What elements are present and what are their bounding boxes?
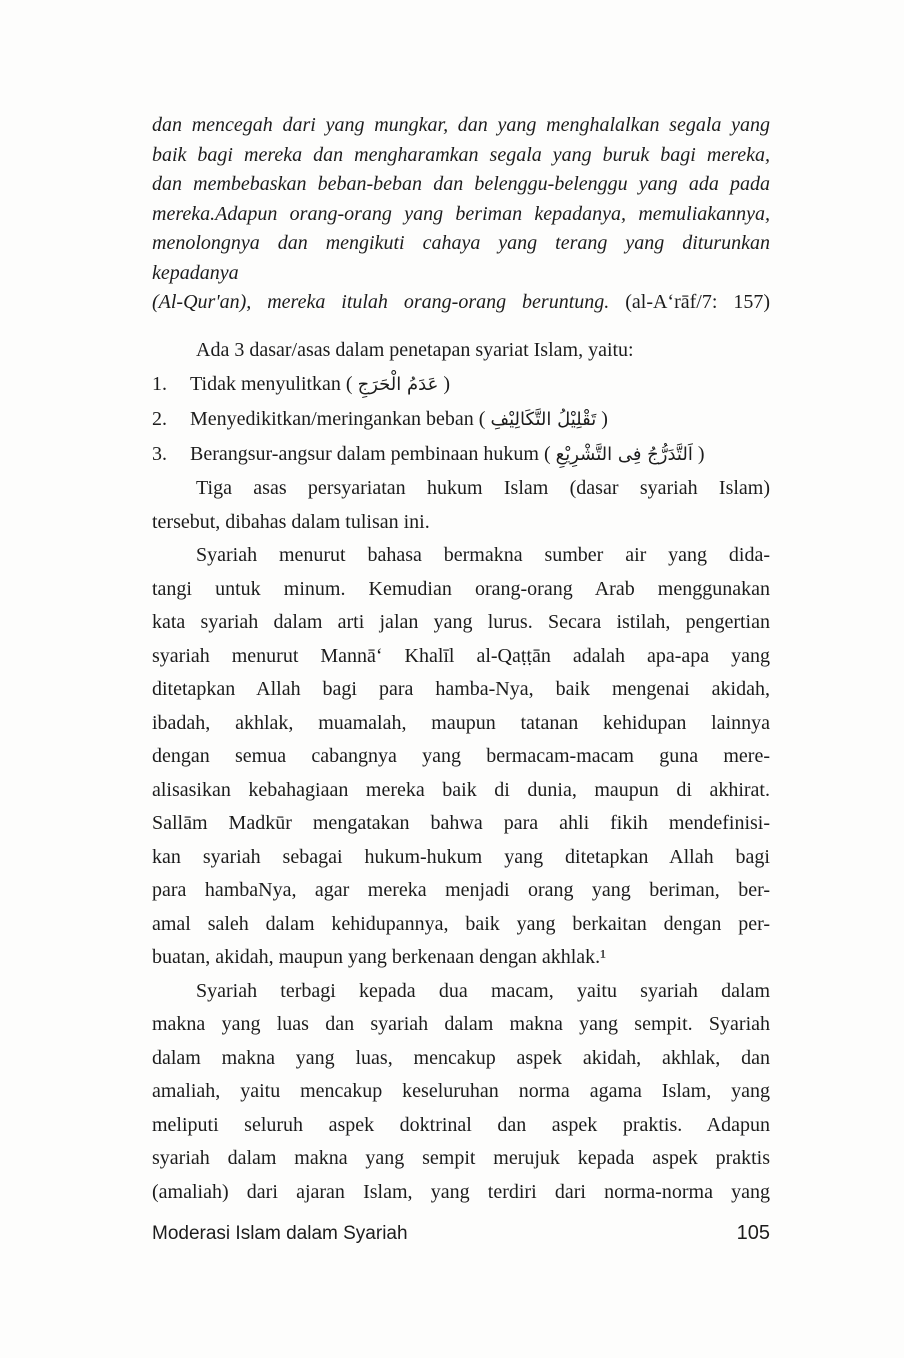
list-item-close-paren: ) (438, 373, 450, 395)
footer-book-title: Moderasi Islam dalam Syariah (152, 1223, 408, 1244)
quote-citation: (al-A‘rāf/7: 157) (625, 291, 771, 313)
arabic-phrase: اَلتَّدَرُّجُ فِى التَّشْرِيْعِ (555, 444, 693, 465)
text-line: kata syariah dalam arti jalan yang lurus. Secara istilah, pengertian (152, 611, 770, 633)
text-line: Ada 3 dasar/asas dalam penetapan syariat Islam, yaitu: (196, 338, 634, 361)
quote-line: baik bagi mereka dan mengharamkan segala yang buruk bagi mereka, (152, 143, 770, 166)
quote-last-italic: (Al-Qur'an), mereka itulah orang-orang beruntung. (152, 291, 610, 313)
list-item-close-paren: ) (692, 443, 705, 465)
text-line: para hambaNya, agar mereka menjadi orang yang beriman, ber- (152, 879, 770, 901)
quote-last-line (152, 288, 770, 318)
text-line: alisasikan kebahagiaan mereka baik di dunia, maupun di akhirat. (152, 778, 770, 801)
text-line: tersebut, dibahas dalam tulisan ini. (152, 510, 430, 533)
text-line: syariah dalam makna yang sempit merujuk kepada aspek praktis (152, 1147, 770, 1169)
text-line: Syariah terbagi kepada dua macam, yaitu syariah dalam (196, 979, 770, 1002)
list-item-text: Menyedikitkan/meringankan beban ( (190, 408, 491, 430)
list-item (152, 367, 770, 402)
footer-page-number: 105 (736, 1222, 770, 1244)
text-line: (amaliah) dari ajaran Islam, yang terdiri dari norma-norma yang (152, 1180, 770, 1203)
text-line: amal saleh dalam kehidupannya, baik yang berkaitan dengan per- (152, 912, 770, 935)
text-line: kan syariah sebagai hukum-hukum yang ditetapkan Allah bagi (152, 845, 770, 868)
list-item-close-paren: ) (596, 408, 608, 430)
list-item-number: 1. (152, 373, 167, 395)
list-item-text: Berangsur-angsur dalam pembinaan hukum ( (190, 443, 556, 465)
text-line: Syariah menurut bahasa bermakna sumber air yang dida- (196, 544, 770, 566)
quote-line: dan mencegah dari yang mungkar, dan yang menghalalkan segala yang (152, 114, 770, 136)
text-line: buatan, akidah, maupun yang berkenaan dengan akhlak.¹ (152, 946, 607, 968)
text-line: Tiga asas persyariatan hukum Islam (dasar syariah Islam) (196, 477, 770, 499)
page-footer (152, 1222, 770, 1245)
quote-line: dan membebaskan beban-beban dan belenggu-belenggu yang ada pada (152, 173, 770, 195)
text-line: tangi untuk minum. Kemudian orang-orang Arab menggunakan (152, 577, 770, 600)
text-line: ibadah, akhlak, muamalah, maupun tatanan kehidupan lainnya (152, 711, 770, 734)
page-content (152, 111, 770, 1209)
text-line: amaliah, yaitu mencakup keseluruhan norma agama Islam, yang (152, 1080, 770, 1102)
list-item (152, 437, 770, 472)
numbered-list (152, 367, 770, 472)
list-item-number: 3. (152, 443, 167, 465)
arabic-phrase: عَدَمُ الْحَرَجِ (357, 374, 439, 395)
list-item-text: Tidak menyulitkan ( (190, 373, 358, 395)
arabic-phrase: تَقْلِيْلُ التَّكَالِيْفِ (490, 409, 597, 430)
paragraph (152, 472, 770, 539)
text-line: ditetapkan Allah bagi para hamba-Nya, baik mengenai akidah, (152, 678, 770, 700)
paragraph (152, 975, 770, 1210)
text-line: Sallām Madkūr mengatakan bahwa para ahli fikih mendefinisi- (152, 812, 770, 834)
text-line: dengan semua cabangnya yang bermacam-macam guna mere- (152, 745, 770, 767)
body-text (152, 334, 770, 1210)
paragraph (152, 539, 770, 975)
list-item (152, 402, 770, 437)
quote-line: mereka.Adapun orang-orang yang beriman kepadanya, memuliakannya, (152, 202, 770, 225)
quote-block (152, 111, 770, 318)
text-line: meliputi seluruh aspek doktrinal dan aspek praktis. Adapun (152, 1113, 770, 1136)
text-line: makna yang luas dan syariah dalam makna yang sempit. Syariah (152, 1013, 770, 1035)
text-line: dalam makna yang luas, mencakup aspek akidah, akhlak, dan (152, 1046, 770, 1069)
list-item-number: 2. (152, 408, 167, 430)
quote-line: menolongnya dan mengikuti cahaya yang terang yang diturunkan kepadanya (152, 232, 770, 284)
paragraph (152, 334, 770, 368)
text-line: syariah menurut Mannā‘ Khalīl al-Qaṭṭān adalah apa-apa yang (152, 644, 770, 667)
